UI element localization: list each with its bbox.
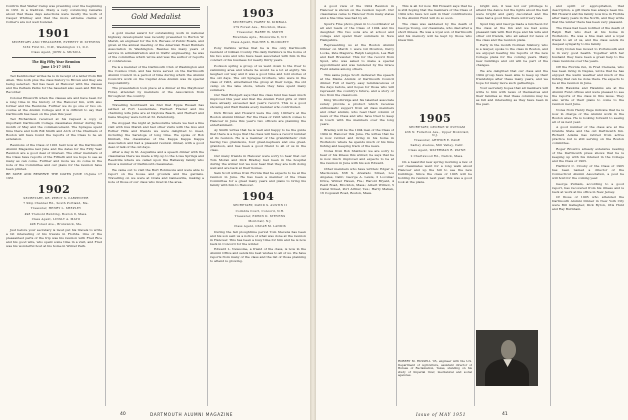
column-paragraph: Early in the month Norman Silsbury, who is a lawyer, spoke to the class in Boston, and we enjoyed hearing his reports of the new College plans for the coming years. Many new buildings and old will be part of the changes.	[476, 43, 548, 67]
secretary-line: SECRETARY, DAVID S. AUSTIN II	[233, 203, 287, 208]
column-paragraph: We are delighted that our class and the 1904 group have been able to keep up their friendships after these many years, and we hope for many more such gatherings.	[476, 68, 548, 85]
divider	[12, 57, 96, 58]
column-paragraph: Notes from Bob Shattuck: we are sorry to hear of his illness this winter; he says that he is now much improved and expects to be at the reunion in June with his son Edward.	[320, 149, 394, 165]
column-rule	[474, 6, 475, 406]
column-paragraph: Notes from Henry Page indicate that he is now in charge of the Alumni work in the Boston area. He is looking forward to seeing all of us next year.	[552, 107, 624, 124]
issue-label: Issue of MAY 1951	[416, 412, 466, 417]
column-paragraph: Edward L. Newsome, a friend of the class, is now in the Alumni Office and sends his best wishes to all of us. We have reports from many of the class and the list of those planning to attend is growing.	[210, 247, 306, 264]
column-paragraph: Our many friends in Hanover were sorry to hear that our Tom Moran and Dick Bradley had been in the hospital during the winter but we now hear that they are both doing well and are back at their homes.	[210, 153, 306, 170]
column-paragraph: Both Hawkins and Hawkins are at the Alumni Fund offices and were pleased to see the reports of the class in this issue. They also write of their plans to come to the reunion next June.	[552, 86, 624, 106]
secretary-line: SECRETARY, HARRY M. KIMBALL	[232, 20, 288, 24]
class-year-heading: 1904	[241, 190, 275, 204]
column-paragraph: Off the Florida run, in Fred Clemens, who has been living in Naples, wrote that he has enjoyed the warm weather and much of the fishing that can be done there. He expects to be at the reunion in June.	[552, 64, 624, 85]
column-paragraph: Ay Smith writes that he is well and happy to be the guide that there is a hope that the class will have a record number at its reunion. He is a member of the grandfathers' club having two grandsons, four great-nephews and one great-grandson, and has been a good friend to all of us in the class.	[210, 128, 306, 153]
divider	[112, 25, 200, 28]
divider	[12, 71, 96, 72]
right-column-3	[476, 4, 548, 326]
secretary-line: Class Agent, LINSLY A. MAYO	[31, 216, 81, 221]
intro-paragraph: Confirm that Walter Camp was presiding over the beginning in 1951 in a tradition. Many a very convincing remarks about that these days selections were mostly the work of Casper Whitney and that the more extreme claims of Collier's are not well founded.	[6, 4, 102, 24]
secretary-line: SECRETARY, GEORGE W. PUTNAM	[408, 124, 466, 129]
secretary-line: 498 Tremont Building, Boston 8, Mass.	[24, 211, 88, 216]
divider	[112, 7, 200, 10]
class-year-heading: 1905	[418, 111, 452, 125]
column-paragraph: Our Walt Blodgett says that the class fund has been much improved this year and that the Alumni Fund gifts of 1903 have already exceeded last year's record. This is a good showing and Walt thanks every member who contributed.	[210, 93, 306, 110]
column-paragraph: Spud Day and George made a luncheon for the class at the Inn and we had some pleasant talk with Bud Pope and his wife and other old friends, who all asked for news of the class and the reunion plans.	[476, 21, 548, 42]
secretary-line: SECRETARY, DR. PERCY S. CARPENTER	[23, 196, 89, 201]
magazine-footer: DARTMOUTH ALUMNI MAGAZINE	[150, 412, 233, 417]
column-paragraph: Representing us at the Boston Alumni Dinner on March 1 were Gil Moulton, Percy Locke, Pete Maguire, Ralph Langdon, Les Hall and Karl Brewster. This for the record from Spud, who was asked to make a special appointment and was rendered by the Grace Field Adams among others.	[320, 43, 394, 71]
gold-medalist-title: Gold Medalist	[131, 13, 181, 21]
column-paragraph: The presentation took place at a dinner at the Mayflower Hotel, attended by members of the Association from throughout the country.	[108, 86, 204, 98]
column-paragraph: He is a member of the Dartmouth Club of Washington and the Cosmos Club, and has twice served on the Dartmouth Alumni Council in a period of time during which the Alumni Council's work on the Capital Area Alumni was its special responsibility.	[108, 64, 204, 85]
column-paragraph: On a beautiful new spring morning a few of our classmates went for a long walk about Hanover and up the hill to see the new buildings. Since the class of 1905 will be holding its reunion next year, this was a good look at the plans.	[398, 159, 472, 184]
column-paragraph: King Woodbridge and his talented associate surely provide a product which receives enthusiastic support from all class members and other alumni, who read their column of news of the Class and who have tried to keep in touch with the members over the long years.	[320, 98, 394, 126]
reunion-box-dates: June 15-17 1951	[41, 65, 71, 70]
left-column-3	[210, 4, 306, 412]
column-paragraph: Your secretary hopes that all members will write to him with news of themselves and their families so that these columns may be as full and interesting as they have been in the past.	[476, 86, 548, 106]
column-paragraph: Dolly Doren has moved to Portsmouth and is in very good health. Together with her husband they have been a great help to the class reunions over the years.	[552, 47, 624, 63]
column-paragraph: Bradley will be the 1904 men of the Class of 1904 in Hanover this June. He writes that he is now retired and living in his home in Wolfeboro where he spends much of his time fishing and keeping track of the news.	[320, 127, 394, 148]
secretary-line: 2 Chartswood Rd., Natick, Mass.	[410, 153, 464, 158]
column-paragraph: The class was saddened by the death of George Young, our classmate, who died after a short illness. He was a loyal son of Dartmouth and his memory will be kept by those who knew him.	[398, 21, 472, 42]
secretary-line: 3162 First St., N.W., Washington 11, D.C.	[22, 45, 90, 50]
column-paragraph: Just before your secretary is most put his travels to write a bit interesting of his travels in Florida. One of the pleasantest parts of the trip was his reunion with Fred Rice and his good wife, who spent some time in a visit, and Fred was his wonderful host at his home in Winter Park.	[6, 227, 102, 248]
secretary-line: Treasurer, ARTHUR E. PAGE	[413, 138, 461, 143]
photo-caption: ROBERT M. RUSSELL '05, engineer with the U.S. Department of Agriculture, assistant director of Bureau of Reclamation, Texas, standing on his study of Imperial river, mechanical and social agencies.	[398, 360, 472, 378]
left-column-2	[108, 4, 204, 412]
column-paragraph: bright sun, it was not our privilege to attend the dance but the lights about the hall were bright and gaily decorated and the class had a good time there until very late.	[476, 4, 548, 20]
column-paragraph: We stopped the night at Jacksonville where we had a fine visit with Gus Marsh and had other visits with the Gus and Esther Hills and friends we were delighted to meet, including the Saratoga of long time. We spoke of Bob Kimball, the classmates of the Kappa Kappa Kappa Association and had a pleasant reunion dinner, with a good deal of talk of the old days.	[108, 120, 204, 149]
column-paragraph: Pony Perkins writes that he is the only Dartmouth resident of Gilman County. His daily Perkins's is the home of his two sons and who have been associated with him in the conduct of his business for nearly thirty years.	[210, 46, 306, 63]
class-year-heading: 1903	[241, 7, 275, 20]
secretary-line: Coimbra Court, Concord, N.H.	[235, 208, 285, 213]
secretary-line: Treasurer, EDWIN D. STEVENS	[234, 213, 286, 218]
right-page	[316, 0, 628, 420]
column-paragraph: Pockson spring a group of us went down to the river to swimming area and where he would be a lot at eighty. We laughed our way and it was a good time and told stories of the old days. The old Sprague brothers, who were in the class of 1903, entertained the group at their lodge, the old camp on the lake shore, where they have spent many summers.	[210, 63, 306, 92]
column-rule	[207, 6, 208, 406]
column-paragraph: Dick Brown and Howard were the only 1903er's at the Boston Alumni Dinner. Fer the Class of 1903 which comes to Hanover in June this year's two officers are planning the entertainment.	[210, 110, 306, 127]
column-paragraph: During the fall ploughtime period Tom Stevens has been and his son sent us a notice of what was done at the reunion in Hanover. This has been a busy time for him and he is now back in Concord for the winter.	[210, 229, 306, 246]
column-paragraph: Of those of 1905 who attended the Dartmouth Alumni Dinner in New York City were Bill Gallagher, Dick Byron, Otis Hunt and Ray Burnham.	[552, 195, 624, 211]
secretary-line: Class Agent, OSCAR M. LANDIS	[234, 223, 286, 228]
column-paragraph: Travelling Southward we find that Eppie Russell has settled at Fort Lauderdale. Herbert Frazier and his charming wife Julie are at Daytona Beach, and Herbert and Gene Shepley were both at St. Petersburg.	[108, 103, 204, 119]
class-agent-line: Class Agent, JOHN A. MUSICA	[31, 50, 81, 55]
column-paragraph: Ted Kentblocker writes he is in receipt of a letter from Bill Allen. This both plus the class history to Brown and they are being selected. Ted has been at Hanover with the classes and the Pelham Parks for the baseball also seen and Bill the Recorder.	[6, 74, 102, 95]
column-rule	[396, 6, 397, 406]
column-paragraph: A good number of the class are at the Granite State and the old Dartmouth Inn. Richard Adams has retired from active practice but is still serving on the Boston committee.	[552, 125, 624, 145]
column-paragraph: This same judge Scott delivered the speech at the Maine Alumni of Dartmouth Council dinner. Full of merry, easy reminiscences of the days before, and hopes for those who will represent the country's future, and a story or two from the classroom.	[320, 72, 394, 97]
portrait-face	[501, 340, 516, 359]
class-year-heading: 1902	[37, 183, 71, 197]
secretary-line: Riverdale Apts., Bronxville 8, N.Y.	[232, 35, 288, 40]
secretary-line: Treasurer, HENRY L. SHEPLEY	[30, 206, 82, 211]
reserve-dates-notice: BE SURE AND RESERVE THE DATES JUNE 15-June 17 1951	[6, 172, 102, 181]
left-page	[0, 0, 310, 420]
secretary-line: 436 N. Fullerton Ave., Upper Montclair, N.J.	[404, 129, 470, 138]
column-paragraph: and spirit or appropriation, that description, a gift Davis has always been his. Bill Howard and his family now live in Florida after many years in the North, and they write that the winter there has been very pleasant.	[552, 4, 624, 24]
page-number-left: 40	[120, 412, 126, 417]
reunion-box-title: The Big Fifty Year Reunion	[31, 59, 81, 64]
column-paragraph: This is all for now. Bill Howard says that he is still hoping that the members of the Class of 1904 who have not sent in their contributions to the Alumni Fund will do so soon.	[398, 4, 472, 20]
secretary-line: Montclair, N.J.	[248, 218, 272, 223]
column-rule	[550, 6, 551, 406]
column-paragraph: A gold medal award for outstanding work in national highway development was recently presented to Burton W. Marsh, an engineer for the U.S. Bureau of Public Roads, and given at the annual meeting of the American Road Builders Association in Washington. Besides his many years of service in administration and in traffic engineering, he was of the committee which wrote and was the author of reports of conferences.	[108, 31, 204, 63]
divider	[114, 100, 198, 101]
left-column-1	[6, 4, 102, 412]
secretary-line: Sadley Avenue, Mill Valley, Calif.	[410, 143, 464, 148]
right-column-1	[320, 4, 394, 412]
secretary-line: Treasurer, HARRY W. SMITH	[236, 30, 284, 35]
column-paragraph: Spud's Fine photo given in to coordinator at all and reads of the Class of 1904 and his daughter. His two sons are at school and college and spend their summers in New Hampshire.	[320, 21, 394, 42]
secretary-line: Class Agent, WATERMAN R. PAYNE	[408, 148, 466, 153]
secretary-line: 7 Ship Channel Rd., South Portland, Me.	[23, 201, 89, 206]
column-paragraph: A good view of the 1904 Reunion in Hanover is shown on the reunion report. Our classmates came to Hanover from many states and a fine time was had by all.	[320, 4, 394, 20]
secretary-line: Class Agent, WALTER S. BLODGETT	[230, 40, 290, 45]
secretary-line: 279 Forest Ave., Brockton, Mass.	[233, 25, 287, 30]
column-paragraph: We came out to visit the Burt Robinsons and were able to report on the house and grounds and the gardens. Travelling on we were at Ocala and Gainesville, making a note of those of our class who lived in the area.	[108, 167, 204, 184]
right-column-2	[398, 4, 472, 412]
secretary-line: SECRETARY AND TREASURER, EVERETT W. STEVENS	[11, 40, 101, 44]
column-paragraph: George Putnam, according to a good report, has recovered from his illness and is back at work at his office in New Jersey.	[552, 181, 624, 194]
column-paragraph: Sam Scott writes from Florida that he expects to be at the reunion in June. He has been a member of the Class Committee for a great many years and plans to bring his family with him to Hanover.	[210, 171, 306, 188]
column-paragraph: Other members who have written: Edgar A. MacGowan, 638 S. Alvarado Street, Los Angeles, Calif.; George A. Lewis, 2 Locomac Drive, Winter Haven, Fla.; Harold Bryant, 4 Pearl Road, Brockton, Mass.; Albert Wilmot, 5 Canal Street, Port Arthur, Tex.; Harry Mehan, 16 Cogswell Road, Boston, Mass.	[320, 166, 394, 195]
column-paragraph: After a day in St. Augustine and a speech dinner with the classmates there we made a trip up to the Lowe Springs and Reedville where we called upon the Hallaway family who know a number of Dartmouth classmates.	[108, 150, 204, 166]
class-year-heading: 1901	[37, 27, 71, 40]
column-paragraph: Colonel Ellsworth when the classes are and have been for a long time in the history of the Hanover Inn, with also former and the Reunions. Further we do go one or two on-course at the Alumni College and it is difficult to say that Dartmouth has been on the plan this year.	[6, 95, 102, 116]
column-paragraph: Ted Richardson received at his request a copy of important Dartmouth College classmates dinner during the month of May and the commencement. The Sprague spent time there and both Bill Smith and Arch of the Chalmers of Boston will have found the reports of the Class to be an extension.	[6, 117, 102, 142]
column-paragraph: Reunions of the Class of 1901 held now at the Dartmouth Alumni Magazine last June and the dates for the Fifty Year Reunion are a good deal of interest. The other members of the Class have reports of the Fiftieth and we hope to see as many as can come. Further and more we do come in the note of the Committee and our plans for the reunion have been printed.	[6, 142, 102, 171]
column-paragraph: Hartford C. Crosby of the Class of 1905 has been named a director of the Connecticut Alumni Association, a post he will hold for the coming year.	[552, 164, 624, 180]
page-number-right: 41	[502, 412, 508, 417]
portrait-photo	[476, 330, 538, 386]
column-paragraph: The Class had been notified of the death of Ralph Hall who died at his home in Wolfeboro. He was a fine man and a loyal friend to all of us, and the class sends its deepest sympathy to his family.	[552, 25, 624, 46]
right-column-4	[552, 4, 624, 412]
column-paragraph: Roger Brown's already extensive reading of the Dartmouth press shows that he is keeping up with his interest in the College and the Class of 1905.	[552, 146, 624, 163]
column-rule	[105, 6, 106, 406]
secretary-line: 498 Forest Ave., Brunswick, Me.	[29, 221, 83, 226]
